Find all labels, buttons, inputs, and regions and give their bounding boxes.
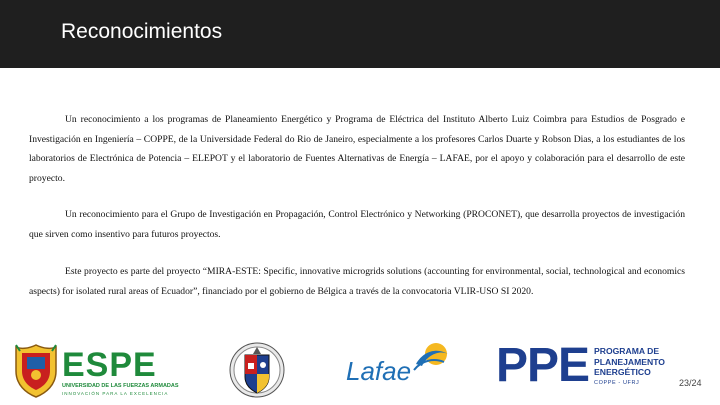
title-bar [0,0,720,68]
ppe-program-name [594,346,702,378]
ppe-wordmark: PPE [496,339,590,392]
page-number: 23/24 [679,378,702,388]
espe-subtitle: UNIVERSIDAD DE LAS FUERZAS ARMADAS [62,383,179,389]
acknowledgement-paragraph-3: Este proyecto es parte del proyecto “MIRA-ESTE: Specific, innovative microgrids solutions (accounting for environmental, social, technological and economics aspects) for isolated rural areas of Ecuador”, financiado por el gobierno de Bélgica a través de la convocatoria VLIR-USO SI 2020. [29,266,685,297]
lafae-swirl-icon [410,340,450,374]
espe-logo [14,343,184,398]
ppe-subtitle: COPPE - UFRJ [594,380,640,386]
lafae-wordmark: Lafae [346,356,412,386]
acknowledgement-paragraph-2: Un reconocimiento para el Grupo de Investigación en Propagación, Control Electrónico y Networking (PROCONET), que desarrolla proyectos de investigación que sirven como insentivo para futuros proyectos. [29,209,685,240]
ppe-logo [496,339,702,396]
ppe-name-line: PROGRAMA DE [594,346,660,356]
crest-emblem-icon [221,341,293,399]
lafae-logo [344,340,448,390]
crest-logo [221,341,293,399]
logo-strip [0,338,720,400]
espe-motto: INNOVACIÓN PARA LA EXCELENCIA [62,391,169,396]
espe-shield-icon [14,343,58,398]
espe-wordmark: ESPE [62,346,157,384]
slide-title: Reconocimientos [61,20,223,43]
ppe-name-line: PLANEJAMENTO [594,356,665,367]
ppe-name-line: ENERGÉTICO [594,367,651,377]
acknowledgement-paragraph-1: Un reconocimiento a los programas de Planeamiento Energético y Programa de Eléctrica del Instituto Alberto Luiz Coimbra para Estudios de Posgrado e Investigación en Ingeniería – COPPE, de la Universidade Federal do Rio de Janeiro, especialmente a los profesores Carlos Duarte y Robson Dias, a los estudiantes de los laboratorios de Electrónica de Potencia – ELEPOT y el laboratorio de Fuentes Alternativas de Energía – LAFAE, por el apoyo y colaboración para el desarrollo de este proyecto. [29,114,685,184]
